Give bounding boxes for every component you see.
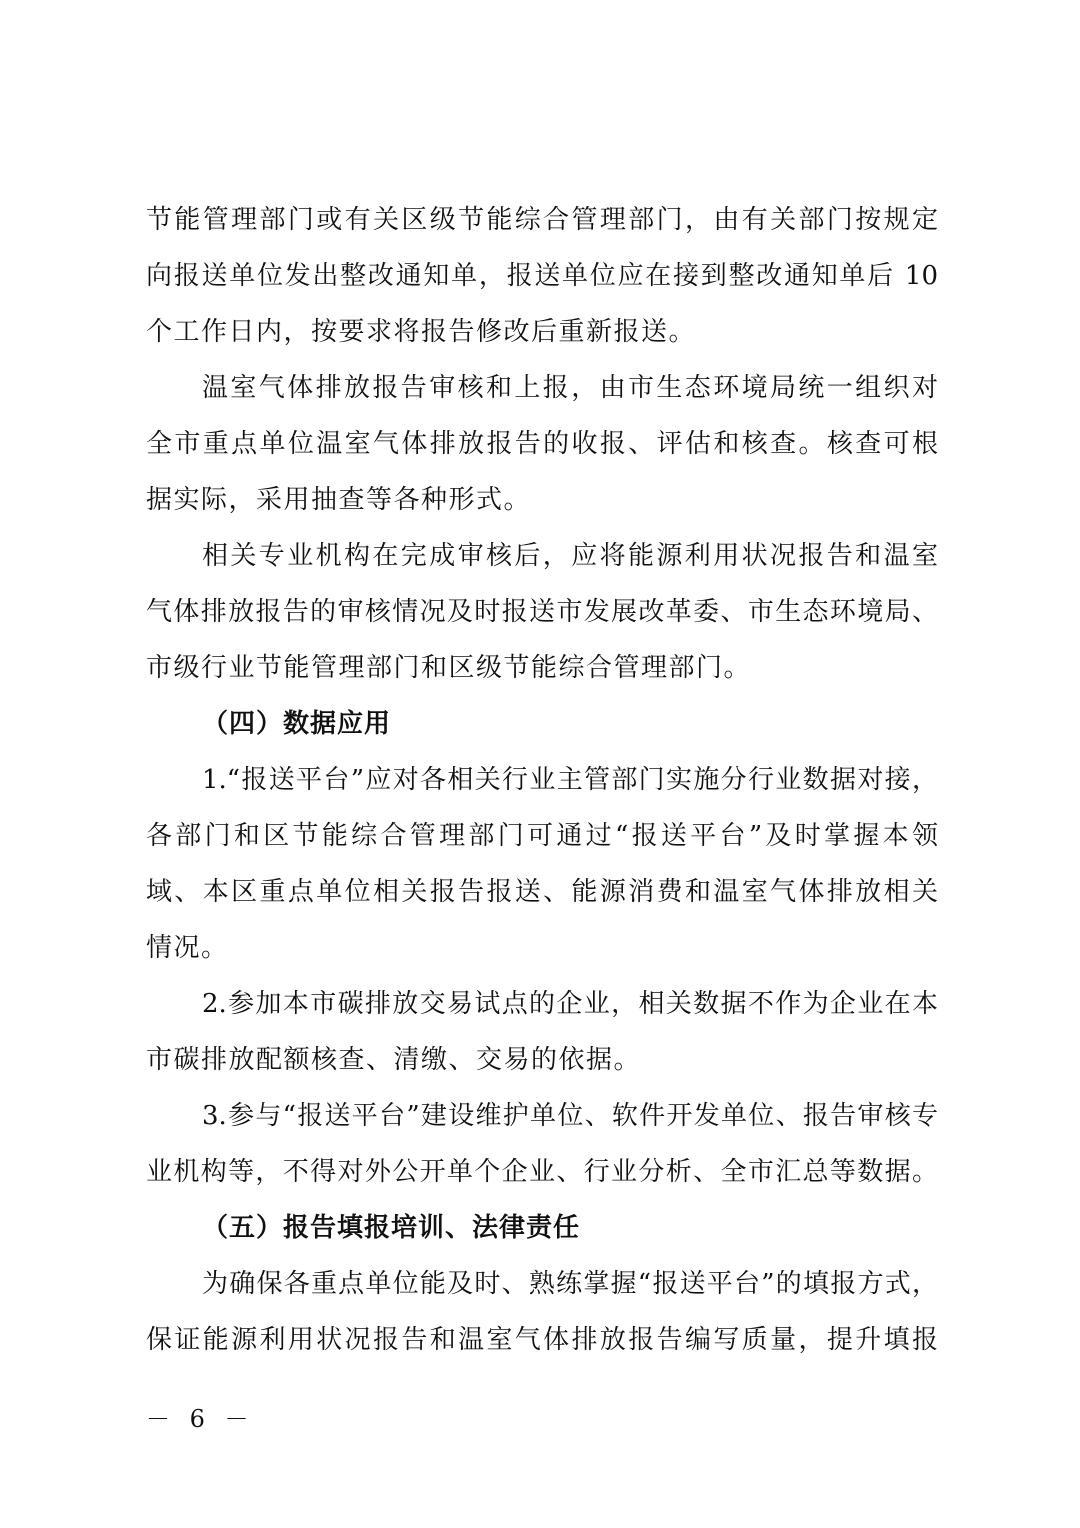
section-heading: （五）报告填报培训、法律责任 xyxy=(202,1213,581,1243)
body-line: 据实际，采用抽查等各种形式。 xyxy=(146,485,532,515)
body-line: 节能管理部门或有关区级节能综合管理部门，由有关部门按规定 xyxy=(146,205,938,235)
section-heading: （四）数据应用 xyxy=(202,709,392,739)
body-line: 3.参与“报送平台”建设维护单位、软件开发单位、报告审核专 xyxy=(202,1101,938,1131)
body-line: 相关专业机构在完成审核后，应将能源利用状况报告和温室 xyxy=(202,541,938,571)
body-line: 域、本区重点单位相关报告报送、能源消费和温室气体排放相关 xyxy=(146,877,938,907)
page-number: － 6 － xyxy=(146,1405,255,1433)
body-line: 为确保各重点单位能及时、熟练掌握“报送平台”的填报方式， xyxy=(202,1269,938,1299)
body-line: 保证能源利用状况报告和温室气体排放报告编写质量，提升填报 xyxy=(146,1325,938,1355)
body-line: 2.参加本市碳排放交易试点的企业，相关数据不作为企业在本 xyxy=(202,989,938,1019)
body-line: 个工作日内，按要求将报告修改后重新报送。 xyxy=(146,317,697,347)
body-line: 1.“报送平台”应对各相关行业主管部门实施分行业数据对接， xyxy=(202,765,938,795)
body-line: 各部门和区节能综合管理部门可通过“报送平台”及时掌握本领 xyxy=(146,821,938,851)
body-line: 业机构等，不得对外公开单个企业、行业分析、全市汇总等数据。 xyxy=(146,1157,938,1187)
body-line: 温室气体排放报告审核和上报，由市生态环境局统一组织对 xyxy=(202,373,938,403)
body-line: 向报送单位发出整改通知单，报送单位应在接到整改通知单后 10 xyxy=(146,261,938,291)
document-body xyxy=(146,192,938,1368)
body-line: 情况。 xyxy=(146,933,229,963)
body-line: 气体排放报告的审核情况及时报送市发展改革委、市生态环境局、 xyxy=(146,597,938,627)
body-line: 全市重点单位温室气体排放报告的收报、评估和核查。核查可根 xyxy=(146,429,938,459)
body-line: 市碳排放配额核查、清缴、交易的依据。 xyxy=(146,1045,642,1075)
body-line: 市级行业节能管理部门和区级节能综合管理部门。 xyxy=(146,653,752,683)
